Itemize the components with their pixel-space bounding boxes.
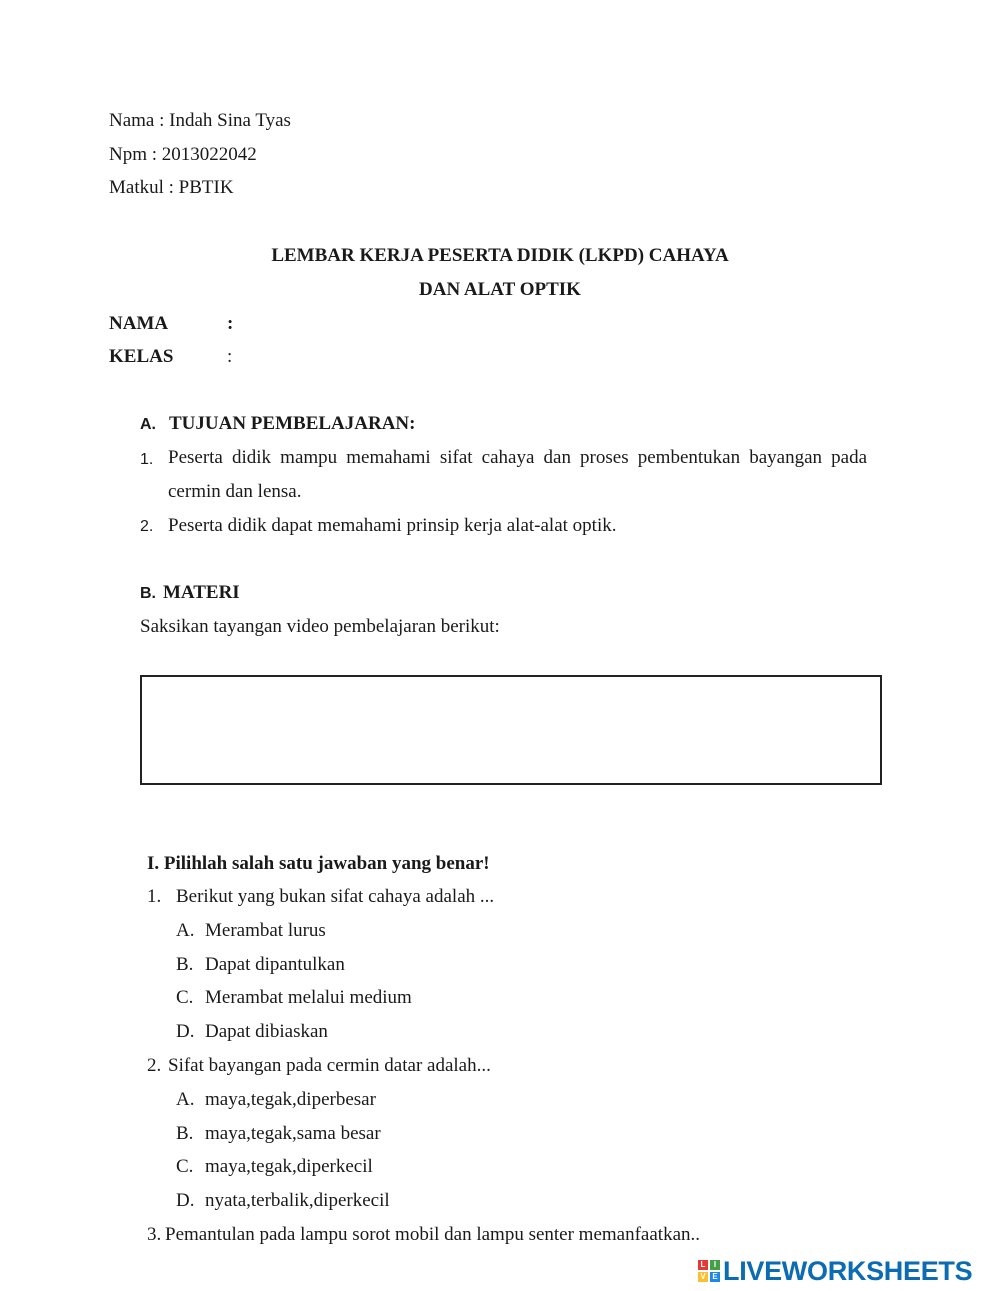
liveworksheets-brand: LIVEWORKSHEETS (723, 1255, 973, 1286)
q1-option-b[interactable]: Dapat dipantulkan (205, 954, 345, 975)
q2-option-d[interactable]: nyata,terbalik,diperkecil (205, 1190, 390, 1211)
q2-option-c-letter: C. (176, 1156, 194, 1177)
liveworksheets-logo (698, 1254, 972, 1288)
kelas-label: KELAS (109, 346, 174, 367)
q1-option-b-letter: B. (176, 954, 194, 975)
q2-option-b-letter: B. (176, 1123, 194, 1144)
objective-1-text-cont: cermin dan lensa. (168, 481, 302, 502)
liveworksheets-mark-icon (698, 1260, 720, 1282)
q1-option-d[interactable]: Dapat dibiaskan (205, 1021, 328, 1042)
mark-letter-e: E (710, 1272, 720, 1282)
question-3-number: 3. (147, 1224, 162, 1245)
question-1-number: 1. (147, 886, 162, 907)
q2-option-c[interactable]: maya,tegak,diperkecil (205, 1156, 373, 1177)
q1-option-d-letter: D. (176, 1021, 195, 1042)
question-3-text: Pemantulan pada lampu sorot mobil dan lampu senter memanfaatkan.. (165, 1224, 701, 1245)
q1-option-c-letter: C. (176, 987, 194, 1008)
section-b-heading: MATERI (163, 582, 240, 603)
section-i-heading: I. Pilihlah salah satu jawaban yang benar! (147, 853, 490, 874)
identity-npm: Npm : 2013022042 (109, 144, 257, 165)
mark-letter-v: V (698, 1272, 708, 1282)
nama-colon: : (227, 313, 234, 334)
q2-option-d-letter: D. (176, 1190, 195, 1211)
question-2-number: 2. (147, 1055, 162, 1076)
section-a-heading: TUJUAN PEMBELAJARAN: (169, 413, 416, 434)
identity-matkul: Matkul : PBTIK (109, 177, 234, 198)
video-embed-box[interactable] (140, 675, 882, 785)
objective-2-number: 2. (140, 518, 154, 535)
objective-1-text: Peserta didik mampu memahami sifat cahaya dan proses pembentukan bayangan pada (168, 447, 867, 468)
section-a-marker: A. (140, 416, 156, 433)
mark-letter-i: I (710, 1260, 720, 1270)
question-2-text: Sifat bayangan pada cermin datar adalah... (168, 1055, 491, 1076)
q1-option-a-letter: A. (176, 920, 195, 941)
objective-1-number: 1. (140, 451, 154, 468)
mark-letter-l: L (698, 1260, 708, 1270)
objective-2-text: Peserta didik dapat memahami prinsip kerja alat-alat optik. (168, 515, 617, 536)
q2-option-a-letter: A. (176, 1089, 195, 1110)
kelas-colon: : (227, 346, 233, 367)
materi-intro: Saksikan tayangan video pembelajaran berikut: (140, 616, 500, 637)
q1-option-c[interactable]: Merambat melalui medium (205, 987, 412, 1008)
q2-option-a[interactable]: maya,tegak,diperbesar (205, 1089, 376, 1110)
page-title-line2: DAN ALAT OPTIK (419, 279, 581, 300)
page-title-line1: LEMBAR KERJA PESERTA DIDIK (LKPD) CAHAYA (271, 245, 729, 266)
identity-name: Nama : Indah Sina Tyas (109, 110, 291, 131)
q1-option-a[interactable]: Merambat lurus (205, 920, 326, 941)
q2-option-b[interactable]: maya,tegak,sama besar (205, 1123, 381, 1144)
nama-label: NAMA (109, 313, 169, 334)
section-b-marker: B. (140, 585, 156, 602)
question-1-text: Berikut yang bukan sifat cahaya adalah ... (176, 886, 495, 907)
